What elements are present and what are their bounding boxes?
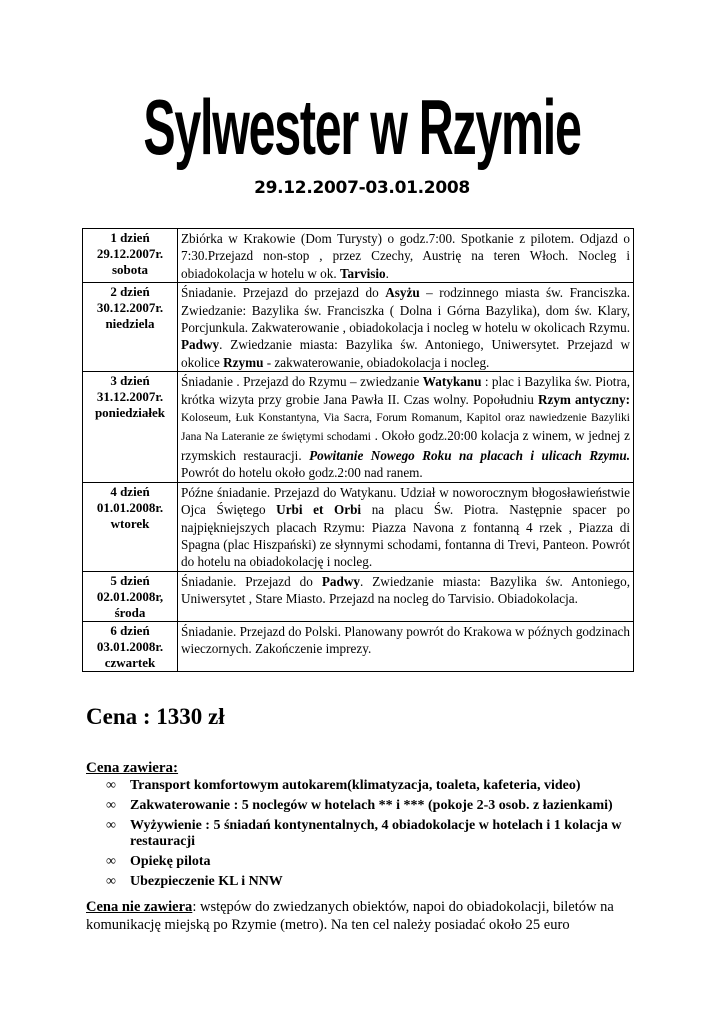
itinerary-row [83, 283, 634, 372]
includes-item-text: Ubezpieczenie KL i NNW [130, 873, 283, 889]
description-segment: . [385, 265, 389, 281]
description-segment: . Zwiedzanie miasta: Bazylika św. Antoniego, Uniwersytet. Przejazd w okolice [181, 337, 630, 370]
excludes-paragraph [86, 898, 634, 934]
day-description [178, 283, 634, 372]
description-segment: : plac i Bazylika św. Piotra, krótka wizyta przy grobie Jana Pawła II. Czas wolny. Popołudniu [181, 374, 630, 407]
includes-item [106, 818, 636, 852]
infinity-bullet-icon: ∞ [106, 873, 116, 889]
itinerary-row [83, 571, 634, 621]
day-label-line: 31.12.2007r. [96, 389, 164, 405]
day-label [83, 621, 178, 671]
description-segment: Śniadanie. Przejazd do [181, 573, 322, 589]
itinerary-row [83, 372, 634, 482]
description-segment: : [625, 391, 630, 407]
day-label [83, 571, 178, 621]
day-label-line: 03.01.2008r. [96, 638, 164, 654]
description-segment: Rzymu [223, 354, 264, 370]
page-title: Sylwester w Rzymie [143, 83, 581, 171]
includes-title: Cena zawiera: [86, 760, 179, 776]
description-segment: Późne śniadanie. Przejazd do Watykanu. Udział w noworocznym błogosławieństwie Ojca Świętego [181, 484, 630, 518]
day-label-line: czwartek [104, 654, 156, 670]
itinerary-row [83, 482, 634, 571]
description-segment: Śniadanie. Przejazd do Polski. Planowany powrót do Krakowa w późnych godzinach wieczornych. Zakończenie imprezy. [181, 623, 631, 657]
includes-item-text: Zakwaterowanie : 5 noclegów w hotelach ** i *** (pokoje 2-3 osob. z łazienkami) [130, 797, 613, 813]
includes-item-text: Wyżywienie : 5 śniadań kontynentalnych, 4 obiadokolacje w hotelach i 1 kolacja w restauracji [130, 817, 622, 850]
description-segment: . Zwiedzanie miasta: Bazylika św. Antoniego, Uniwersytet , Stare Miasto. Przejazd na nocleg do Tarvisio. Obiadokolacja. [181, 573, 630, 607]
description-segment: Watykanu [422, 374, 482, 390]
includes-item [106, 798, 636, 815]
includes-item [106, 854, 636, 871]
itinerary-table [82, 228, 634, 672]
day-label-line: środa [114, 604, 146, 620]
day-description [178, 372, 634, 482]
description-segment: Powrót do hotelu około godz.2:00 nad ranem. [181, 465, 423, 481]
excludes-label: Cena nie zawiera [86, 899, 193, 915]
excludes-text: : wstępów do zwiedzanych obiektów, napoi do obiadokolacji, biletów na komunikację miejską po Rzymie (metro). Na ten cel należy posiadać około 25 euro [86, 899, 614, 933]
day-label-line: 02.01.2008r, [96, 588, 164, 604]
description-segment: Urbi et Orbi [276, 502, 362, 518]
day-description [178, 229, 634, 283]
description-segment: Śniadanie . Przejazd do Rzymu – zwiedzanie [181, 374, 423, 390]
day-label-line: 6 dzień [110, 622, 150, 638]
day-label-line: sobota [111, 262, 149, 277]
description-segment: Padwy [321, 573, 360, 589]
description-segment: Powitanie Nowego Roku na placach i ulicach Rzymu. [309, 447, 630, 463]
day-label [83, 372, 178, 482]
includes-item-text: Transport komfortowym autokarem(klimatyzacja, toaleta, kafeteria, video) [130, 778, 581, 793]
day-label-line: 30.12.2007r. [96, 300, 164, 316]
day-label-line: 3 dzień [110, 373, 150, 389]
day-label [83, 482, 178, 571]
day-description [178, 621, 634, 671]
infinity-bullet-icon: ∞ [106, 817, 116, 833]
description-segment: . Około godz.20:00 kolacja z winem, w jednej z rzymskich restauracji. [181, 428, 630, 463]
includes-list [106, 778, 636, 894]
price: Cena : 1330 zł [86, 704, 225, 729]
description-segment: - zakwaterowanie, obiadokolacja i nocleg. [263, 354, 490, 370]
description-segment: Koloseum, Łuk Konstantyna, Via Sacra, Forum Romanum, Kapitol oraz nawiedzenie Bazyliki Jana Na Lateranie ze świętymi schodami [181, 412, 630, 444]
infinity-bullet-icon: ∞ [106, 778, 116, 793]
description-segment: Asyżu [385, 285, 420, 301]
description-segment: – rodzinnego miasta św. Franciszka. Zwiedzanie: Bazylika św. Franciszka ( Dolna i Górna Bazylika), dom św. Klary, Porcjunkula. Zakwaterowanie , obiadokolacja i nocleg w hotelu w okolicach Rzymu. [181, 285, 630, 336]
itinerary-row [83, 229, 634, 283]
day-label-line: niedziela [105, 316, 155, 332]
day-label-line: 5 dzień [110, 572, 150, 588]
day-label [83, 229, 178, 283]
day-label-line: wtorek [110, 515, 150, 531]
description-segment: Rzym antyczny [537, 391, 626, 407]
day-description [178, 571, 634, 621]
trip-dates: 29.12.2007-03.01.2008 [254, 178, 470, 198]
description-segment: Zbiórka w Krakowie (Dom Turysty) o godz.7:00. Spotkanie z pilotem. Odjazd o 7:30.Przejazd non-stop , przez Czechy, Austrię na teren Włoch. Nocleg i obiadokolacja w hotelu w ok. [181, 231, 630, 281]
infinity-bullet-icon: ∞ [106, 854, 116, 870]
includes-item-text: Opiekę pilota [130, 854, 211, 870]
day-label-line: 4 dzień [110, 483, 150, 499]
description-segment: Padwy [181, 337, 220, 353]
includes-item [106, 874, 636, 891]
infinity-bullet-icon: ∞ [106, 797, 116, 813]
day-label-line: 29.12.2007r. [96, 246, 164, 261]
description-segment: na placu Św. Piotra. Następnie spacer po najpiękniejszych placach Rzymu: Piazza Navona z fontanną 4 rzek , Piazza di Spagna (plac Hiszpański) ze słynnymi schodami, fontanna di Trevi, Panteon. Powrót do hotelu na obiadokolację i nocleg. [181, 502, 630, 570]
day-label-line: 01.01.2008r. [96, 499, 164, 515]
day-label [83, 283, 178, 372]
description-segment: Śniadanie. Przejazd do przejazd do [181, 285, 386, 301]
day-description [178, 482, 634, 571]
itinerary-row [83, 621, 634, 671]
includes-item [106, 778, 636, 795]
day-label-line: 2 dzień [110, 284, 150, 300]
day-label-line: 1 dzień [110, 230, 150, 245]
day-label-line: poniedziałek [94, 405, 166, 421]
description-segment: Tarvisio [339, 265, 386, 281]
